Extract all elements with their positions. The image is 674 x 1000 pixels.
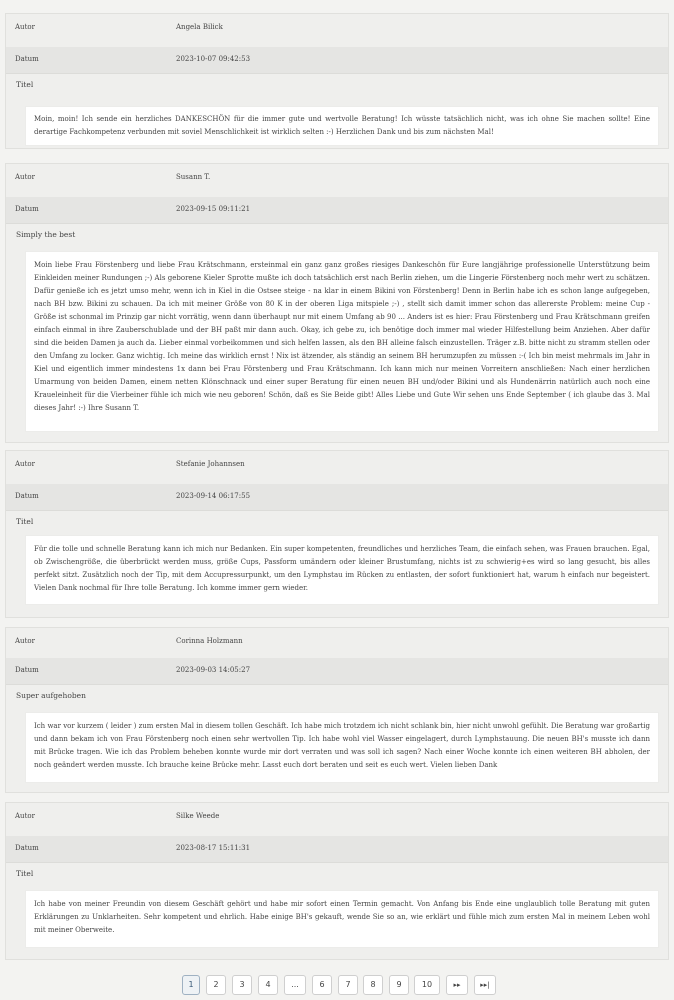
author-name: Silke Weede [176, 812, 220, 820]
review-text: Moin liebe Frau Förstenberg und liebe Frau Krätschmann, ersteinmal ein ganz ganz großes riesiges Dankeschön für Eure langjährige professionelle Unterstützung beim Einkleiden meiner Rundungen ;-) Als geborene Kieler Sprotte mußte ich doch tatsächlich erst nach Berlin ziehen, um die Lingerie Förstenberg noch mehr wert zu schätzen. Dafür genieße ich es jetzt umso mehr, wenn ich in Kiel in die Ostsee steige - na klar in einem Bikini von Förstenberg! Denn in Berlin habe ich es schon lange aufgegeben, nach BH bzw. Bikini zu schauen. Da ich mit meiner Größe von 80 K in der oberen Liga mitspiele ;-) , stellt sich damit immer schon das allererste Problem: meine Cup - Größe ist schonmal im Prinzip gar nicht vorrätig, wenn dann überhaupt nur mit einem Umfang ab 90 ... Anders ist es hier: Frau Förstenberg und Frau Krätschmann greifen einfach einmal in ihre Zauberschublade und der BH paßt mir dann auch. Okay, ich gebe zu, ich benötige doch immer mal wieder Hilfestellung beim Anziehen. Aber dafür sind die beiden Damen ja auch da. Lieber einmal vorbeikommen und sich helfen lassen, als den BH alleine falsch einzustellen. Träger z.B. bitte nicht zu stramm stellen oder den Umfang zu locker. Ganz wichtig. Ich meine das wirklich ernst ! Nix ist ätzender, als ständig an seinem BH herumzupfen zu müssen :-( Ich bin meist mehrmals im Jahr in Kiel und eigentlich immer mindestens 1x dann bei Frau Förstenberg und Frau Krätschmann. Ich kann mich nur meinen Vorreitern anschließen: Nach einer herzlichen Umarmung von beiden Damen, einem netten Klönschnack und einer super Beratung für einen neuen BH und/oder Bikini und als Hundenärrin natürlich auch noch eine Kraueleinheit für die Vierbeiner fühle ich mich wie neu geboren! Schön, daß es Sie Beide gibt! Alles Liebe und Gute Wir sehen uns Ende September ( ich glaube das 3. Mal dieses Jahr! :-) Ihre Susann T. [25, 251, 659, 432]
review-date: 2023-10-07 09:42:53 [176, 55, 251, 63]
date-label: Datum [15, 492, 39, 500]
author-label: Autor [15, 637, 35, 645]
page-9-button[interactable]: 9 [389, 975, 409, 995]
review-entry [5, 13, 669, 149]
page-3-button[interactable]: 3 [232, 975, 252, 995]
review-entry [5, 627, 669, 793]
author-label: Autor [15, 23, 35, 31]
review-title: Titel [16, 517, 34, 526]
page-7-button[interactable]: 7 [338, 975, 358, 995]
date-label: Datum [15, 55, 39, 63]
author-label: Autor [15, 460, 35, 468]
review-title: Titel [16, 869, 34, 878]
review-title-row [6, 510, 668, 535]
review-title-row [6, 684, 668, 711]
review-text: Moin, moin! Ich sende ein herzliches DANKESCHÖN für die immer gute und wertvolle Beratung! Ich wüsste tatsächlich nicht, was ich ohne Sie machen sollte! Eine derartige Fachkompetenz verbunden mit soviel Menschlichkeit ist wirklich selten :-) Herzlichen Dank und bis zum nächsten Mal! [25, 106, 659, 146]
pagination [0, 975, 674, 997]
page-10-button[interactable]: 10 [414, 975, 440, 995]
page-ellipsis: ... [284, 975, 306, 995]
page-8-button[interactable]: 8 [363, 975, 383, 995]
date-label: Datum [15, 666, 39, 674]
review-date: 2023-09-03 14:05:27 [176, 666, 251, 674]
author-name: Stefanie Johannsen [176, 460, 245, 468]
review-entry [5, 802, 669, 960]
date-row [6, 47, 668, 73]
review-text: Ich war vor kurzem ( leider ) zum ersten Mal in diesem tollen Geschäft. Ich habe mich trotzdem ich nicht schlank bin, hier nicht unwohl gefühlt. Die Beratung war großartig und dann bekam ich von Frau Förstenberg noch einen sehr wertvollen Tip. Ich habe wohl viel Wasser eingelagert, durch Lymphstauung. Die neuen BH's musste ich dann mit Brücke tragen. Wie ich das Problem beheben konnte wurde mir dort verraten und was soll ich sagen? Nach einer Woche konnte ich einen weiteren BH abholen, der noch geändert werden musste. Ich brauche keine Brücke mehr. Lasst euch dort beraten und seit es euch wert. Vielen lieben Dank [25, 712, 659, 783]
review-text: Ich habe von meiner Freundin von diesem Geschäft gehört und habe mir sofort einen Termin gemacht. Von Anfang bis Ende eine unglaublich tolle Beratung mit guten Erklärungen zu Unklarheiten. Sehr kompetent und ehrlich. Habe einige BH's gekauft, wende Sie so an, wie erklärt und fühle mich zum ersten Mal in meinem Leben wohl mit meiner Oberweite. [25, 890, 659, 948]
date-row [6, 197, 668, 223]
review-title: Titel [16, 80, 34, 89]
page-4-button[interactable]: 4 [258, 975, 278, 995]
review-date: 2023-09-15 09:11:21 [176, 205, 251, 213]
review-text: Für die tolle und schnelle Beratung kann ich mich nur Bedanken. Ein super kompetenten, freundliches und herzliches Team, die einfach sehen, was Frauen brauchen. Egal, ob Zwischengröße, die überbrückt werden muss, größe Cups, Passform umändern oder kleiner Brustumfang, nichts ist zu schwierig+es wird so lang gesucht, bis alles perfekt sitzt. Zusätzlich noch der Tip, mit dem Accupressurpunkt, um den Lymphstau im Rücken zu entlasten, der sofort funktioniert hat, warum h einfach nur begeistert. Vielen Dank nochmal für Ihre tolle Beratung. Ich komme immer gern wieder. [25, 535, 659, 605]
date-row [6, 836, 668, 862]
author-name: Angela Bilick [176, 23, 223, 31]
page-6-button[interactable]: 6 [312, 975, 332, 995]
review-entry [5, 163, 669, 443]
review-title: Simply the best [16, 230, 76, 239]
review-title-row [6, 223, 668, 254]
date-row [6, 484, 668, 510]
author-name: Corinna Holzmann [176, 637, 243, 645]
date-label: Datum [15, 844, 39, 852]
date-row [6, 658, 668, 684]
author-label: Autor [15, 173, 35, 181]
last-page-icon[interactable]: ▸▸| [474, 975, 496, 995]
author-name: Susann T. [176, 173, 211, 181]
author-label: Autor [15, 812, 35, 820]
review-date: 2023-08-17 15:11:31 [176, 844, 251, 852]
next-page-icon[interactable]: ▸▸ [446, 975, 468, 995]
review-title: Super aufgehoben [16, 691, 86, 700]
date-label: Datum [15, 205, 39, 213]
page-1-button[interactable]: 1 [182, 975, 200, 995]
page-2-button[interactable]: 2 [206, 975, 226, 995]
review-date: 2023-09-14 06:17:55 [176, 492, 251, 500]
review-title-row [6, 73, 668, 104]
review-entry [5, 450, 669, 618]
review-title-row [6, 862, 668, 889]
